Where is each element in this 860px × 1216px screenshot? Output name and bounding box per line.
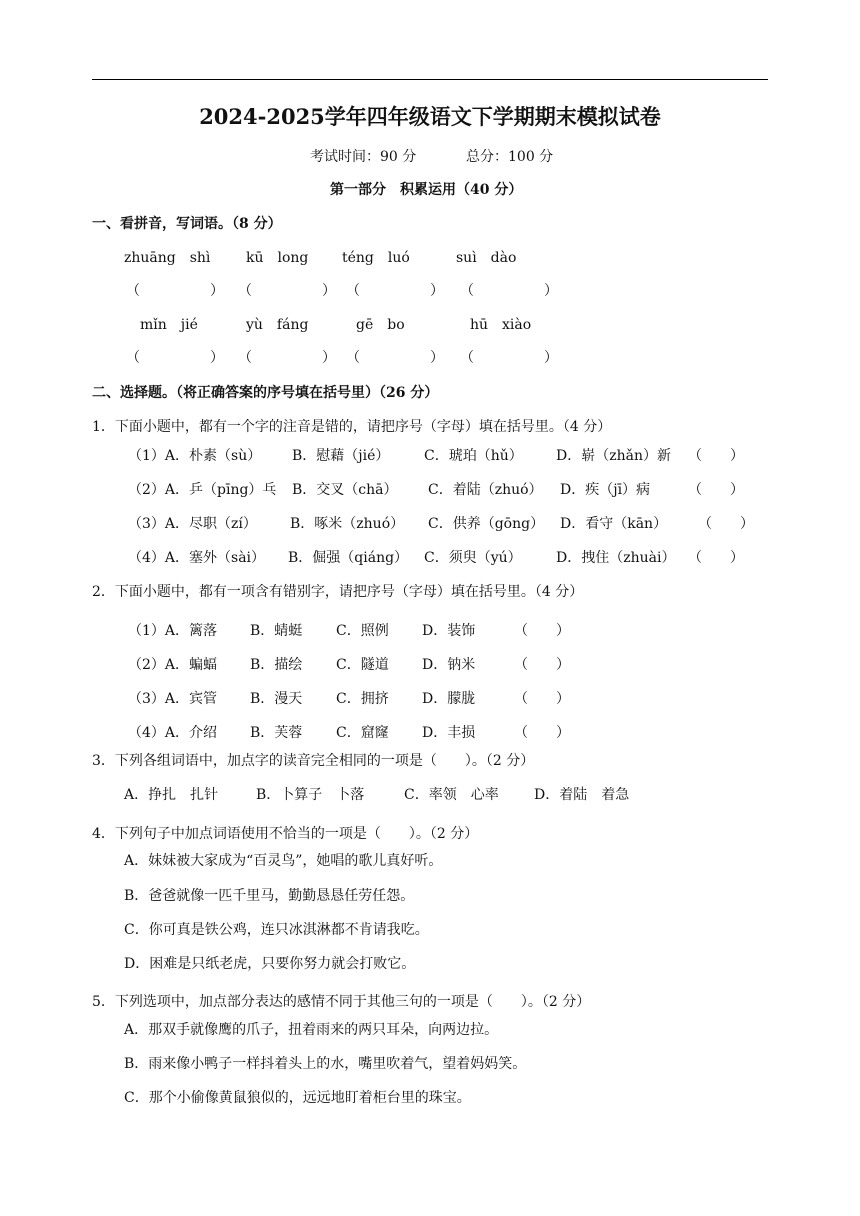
option: （2）A．蝙蝠 [128,657,218,673]
question-stem: 3．下列各组词语中，加点字的读音完全相同的一项是（ ）。（2 分） [92,753,535,769]
exam-total: 总分：100 分 [466,149,554,165]
question-stem: 2．下面小题中，都有一项含有错别字，请把序号（字母）填在括号里。（4 分） [92,584,584,600]
option: （4）A．介绍 [128,725,218,741]
answer-blank[interactable]: （ ） [126,283,224,299]
option: C．着陆（zhuó） [428,482,543,498]
option: C．琥珀（hǔ） [424,448,523,464]
option: （3）A．宾管 [128,691,218,707]
pinyin: mǐn jié [140,317,198,333]
answer-blank[interactable]: （ ） [698,516,754,532]
option: D．拽住（zhuài） [556,550,676,566]
part-heading: 第一部分 积累运用（40 分） [330,182,523,198]
option: C．你可真是铁公鸡，连只冰淇淋都不肯请我吃。 [124,922,429,938]
answer-blank[interactable]: （ ） [688,550,744,566]
section-heading: 二、选择题。（将正确答案的序号填在括号里）（26 分） [92,385,439,401]
section-heading: 一、看拼音，写词语。（8 分） [92,216,282,232]
option: B．芙蓉 [250,725,303,741]
pinyin: téng luó [342,250,410,266]
answer-blank[interactable]: （ ） [238,350,336,366]
option: A．挣扎 扎针 [124,787,219,803]
option: D．崭（zhǎn）新 [556,448,671,464]
pinyin: gē bo [356,317,405,333]
answer-blank[interactable]: （ ） [238,283,336,299]
option: D．看守（kān） [560,516,668,532]
option: B．蜻蜓 [250,623,303,639]
answer-blank[interactable]: （ ） [346,350,444,366]
option: （2）A．乒（pīng）乓 [128,482,277,498]
option: D．装饰 [422,623,476,639]
option: D．丰损 [422,725,476,741]
exam-title: 2024-2025学年四年级语文下学期期末模拟试卷 [199,104,661,129]
option: B．啄米（zhuó） [290,516,405,532]
option: C．率领 心率 [404,787,499,803]
option: B．漫天 [250,691,303,707]
option: A．那双手就像鹰的爪子，扭着雨来的两只耳朵，向两边拉。 [124,1022,499,1038]
option: C．供养（gōng） [428,516,545,532]
pinyin: hū xiào [470,317,532,333]
answer-blank[interactable]: （ ） [126,350,224,366]
option: D．钠米 [422,657,476,673]
question-stem: 5．下列选项中，加点部分表达的感情不同于其他三句的一项是（ ）。（2 分） [92,994,591,1010]
answer-blank[interactable]: （ ） [346,283,444,299]
option: D．着陆 着急 [534,787,630,803]
exam-time: 考试时间：90 分 [310,149,417,165]
option: B．描绘 [250,657,303,673]
option: B．卜算子 卜落 [256,787,365,803]
option: B．交叉（chā） [292,482,398,498]
option: C．拥挤 [336,691,389,707]
option: （4）A．塞外（sài） [128,550,266,566]
option: B．爸爸就像一匹千里马，勤勤恳恳任劳任怨。 [124,888,415,904]
option: C．照例 [336,623,389,639]
option: （1）A．朴素（sù） [128,448,262,464]
answer-blank[interactable]: （ ） [460,283,558,299]
pinyin: kū long [246,250,309,266]
option: A．妹妹被大家成为“百灵鸟”，她唱的歌儿真好听。 [124,853,443,869]
option: D．困难是只纸老虎，只要你努力就会打败它。 [124,956,416,972]
option: B．慰藉（jié） [292,448,390,464]
question-stem: 1．下面小题中，都有一个字的注音是错的，请把序号（字母）填在括号里。（4 分） [92,419,612,435]
option: D．疾（jī）病 [560,482,651,498]
option: C．隧道 [336,657,389,673]
answer-blank[interactable]: （ ） [514,623,570,639]
answer-blank[interactable]: （ ） [688,448,744,464]
answer-blank[interactable]: （ ） [688,482,744,498]
option: B．雨来像小鸭子一样抖着头上的水，嘴里吹着气，望着妈妈笑。 [124,1056,527,1072]
pinyin: suì dào [456,250,517,266]
top-rule [92,79,768,80]
answer-blank[interactable]: （ ） [460,350,558,366]
option: C．窟窿 [336,725,389,741]
option: C．须臾（yú） [424,550,522,566]
option: （1）A．篱落 [128,623,218,639]
option: C．那个小偷像黄鼠狼似的，远远地盯着柜台里的珠宝。 [124,1090,471,1106]
answer-blank[interactable]: （ ） [514,657,570,673]
question-stem: 4．下列句子中加点词语使用不恰当的一项是（ ）。（2 分） [92,826,479,842]
pinyin: yù fáng [246,317,309,333]
pinyin: zhuāng shì [124,250,211,266]
answer-blank[interactable]: （ ） [514,691,570,707]
option: （3）A．尽职（zí） [128,516,257,532]
option: B．倔强（qiáng） [288,550,409,566]
answer-blank[interactable]: （ ） [514,725,570,741]
option: D．朦胧 [422,691,476,707]
